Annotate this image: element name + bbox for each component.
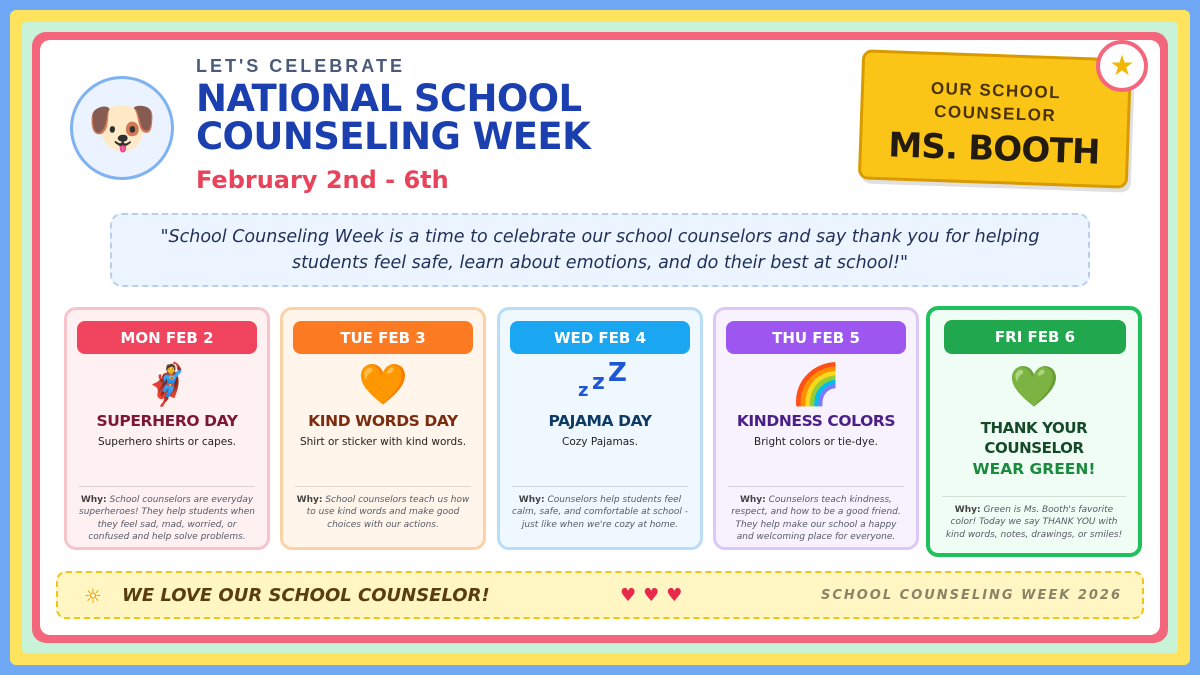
why-note [295,486,471,531]
zzz-sleep-icon: z z Z [578,358,627,401]
theme-description: Superhero shirts or capes. [97,436,237,448]
theme-accent: WEAR GREEN! [972,460,1096,478]
quote-box: "School Counseling Week is a time to celebrate our school counselors and say thank you for helping students feel safe, learn about emotions, and do their best at school!" [110,213,1090,287]
why-note [512,486,688,531]
day-card-friday [926,306,1142,557]
theme-name [930,418,1138,458]
banner-text: WE LOVE OUR SCHOOL COUNSELOR! [122,585,490,606]
orange-heart-icon: 🧡 [358,362,408,408]
why-note [79,486,255,544]
theme-name: KIND WORDS DAY [308,412,458,430]
why-label: Why: [739,495,766,505]
footer-banner [56,571,1144,619]
counselor-label [863,74,1128,129]
theme-description: Cozy Pajamas. [562,436,638,448]
day-header: THU FEB 5 [726,321,906,354]
theme-name: KINDNESS COLORS [736,412,896,430]
day-card-tuesday [280,307,486,550]
day-header: FRI FEB 6 [944,320,1126,354]
day-header: TUE FEB 3 [293,321,473,354]
why-text: School counselors are everyday superheroes! They help students when they feel sad, mad, worried, or confused and help solve problems. [79,495,255,543]
why-label: Why: [954,505,981,515]
why-text: School counselors teach us how to use kind words and make good choices with our actions. [306,495,470,530]
why-text: Counselors help students feel calm, safe, and comfortable at school - just like when we're cozy at home. [512,495,688,530]
theme-description: Shirt or sticker with kind words. [299,436,467,448]
superhero-icon: 🦸 [142,362,192,408]
puppy-face-icon: 🐶 [70,76,174,180]
day-header: WED FEB 4 [510,321,690,354]
why-text: Green is Ms. Booth's favorite color! Today we say THANK YOU with kind words, notes, drawings, or smiles! [945,505,1123,540]
banner-tag: SCHOOL COUNSELING WEEK 2026 [820,588,1122,603]
theme-name-line2: COUNSELOR [984,439,1084,457]
day-card-monday [64,307,270,550]
rainbow-icon: 🌈 [791,362,841,408]
day-card-wednesday [497,307,703,550]
counselor-name: MS. BOOTH [887,125,1101,173]
eyebrow-text: LET'S CELEBRATE [196,56,405,76]
counselor-card [858,49,1132,188]
counselor-label-line2: COUNSELOR [933,101,1057,126]
theme-description: Bright colors or tie-dye. [754,436,878,448]
day-card-thursday [713,307,919,550]
theme-name-line1: THANK YOUR [980,419,1088,437]
counselor-label-line1: OUR SCHOOL [930,78,1062,103]
date-range: February 2nd - 6th [196,166,449,194]
why-text: Counselors teach kindness, respect, and how to be a good friend. They help make our school a happy and welcoming place for everyone. [731,495,901,543]
star-icon: ★ [1096,40,1148,92]
why-label: Why: [80,495,107,505]
why-note [942,496,1126,541]
why-note [728,486,904,544]
sun-icon: ☼ [84,584,102,608]
day-header: MON FEB 2 [77,321,257,354]
theme-name: PAJAMA DAY [548,412,652,430]
why-label: Why: [296,495,323,505]
hearts-icon: ♥♥♥ [620,585,690,606]
green-heart-icon: 💚 [1009,364,1059,410]
page-title: NATIONAL SCHOOL COUNSELING WEEK [196,77,591,158]
why-label: Why: [518,495,545,505]
theme-name: SUPERHERO DAY [96,412,238,430]
